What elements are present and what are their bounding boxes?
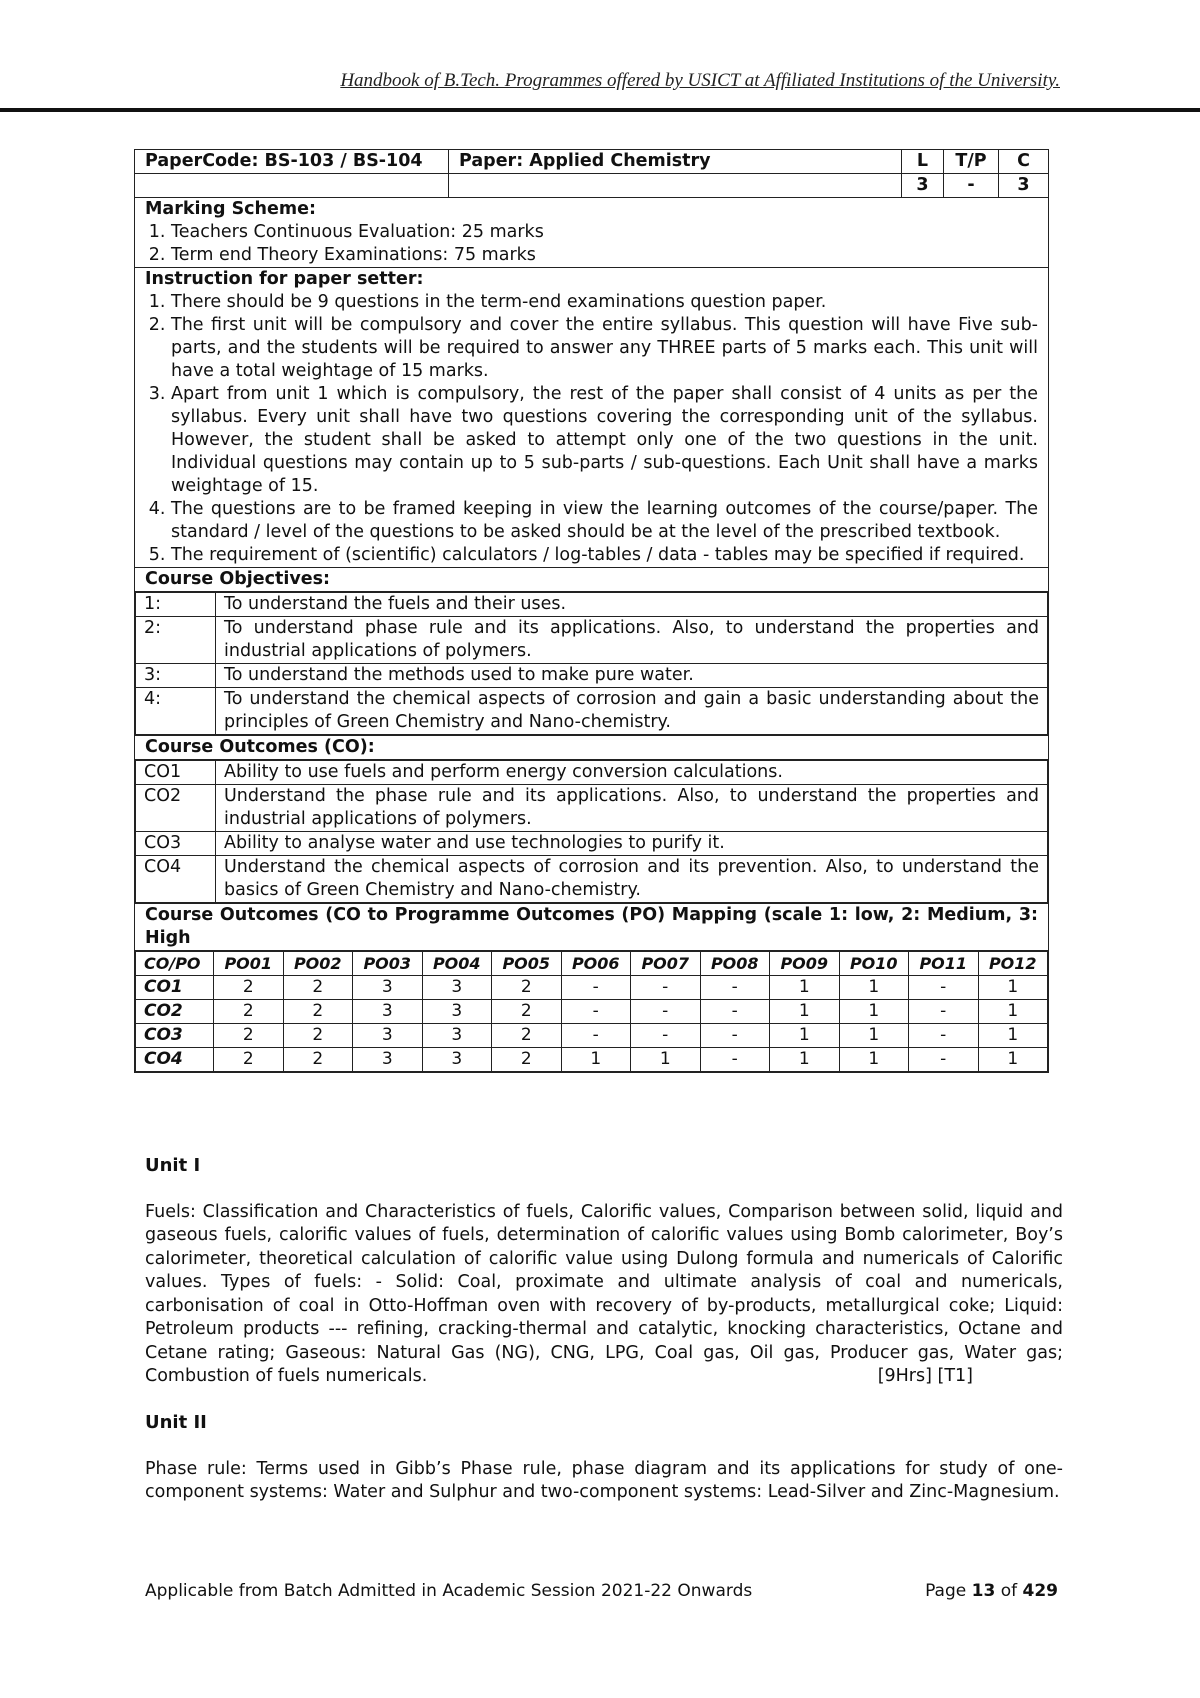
mapping-column-header: PO01 [214, 952, 284, 976]
objective-id: 3: [136, 664, 216, 688]
mapping-cell: - [909, 1000, 979, 1024]
mapping-column-header: PO09 [770, 952, 840, 976]
mapping-heading: Course Outcomes (CO to Programme Outcomes (PO) Mapping (scale 1: low, 2: Medium, 3: High [135, 904, 1049, 951]
objective-text: To understand the methods used to make pure water. [216, 664, 1048, 688]
instructions-list [145, 291, 1038, 567]
mapping-cell: - [700, 1048, 770, 1072]
objectives-table [135, 592, 1048, 735]
mapping-cell: 1 [770, 1048, 840, 1072]
outcome-text: Understand the phase rule and its applications. Also, to understand the properties and industrial applications of polymers. [216, 785, 1048, 832]
mapping-cell: - [909, 976, 979, 1000]
mapping-column-header: CO/PO [136, 952, 214, 976]
tp-label: T/P [944, 150, 999, 174]
mapping-header-row [136, 952, 1048, 976]
mapping-cell: 1 [978, 1000, 1048, 1024]
unit-1-hours: [9Hrs] [T1] [877, 1366, 973, 1386]
unit-1-body: Fuels: Classification and Characteristics of fuels, Calorific values, Comparison between solid, liquid and gaseous fuels, calorific values of fuels, determination of calorific values using Bomb calorimeter, Boy’s calorimeter, theoretical calculation of calorific value using Dulong formula and numericals of Calorific values. Types of fuels: - Solid: Coal, proximate and ultimate analysis of coal and numericals, carbonisation of coal in Otto-Hoffman oven with recovery of by-products, metallurgical coke; Liquid: Petroleum products --- refining, cracking-thermal and catalytic, knocking characteristics, Octane and Cetane rating; Gaseous: Natural Gas (NG), CNG, LPG, Coal gas, Oil gas, Producer gas, Water gas; Combustion of fuels numericals. [145, 1201, 1063, 1386]
unit-1-text [145, 1201, 1063, 1389]
mapping-cell: 3 [353, 1000, 423, 1024]
objective-text: To understand the chemical aspects of corrosion and gain a basic understanding about the principles of Green Chemistry and Nano-chemistry. [216, 688, 1048, 735]
objectives-table-cell [135, 592, 1049, 736]
unit-2-title: Unit II [145, 1412, 207, 1433]
mapping-cell: 1 [561, 1048, 631, 1072]
page-header [0, 70, 1200, 112]
mapping-co-label: CO2 [136, 1000, 214, 1024]
total-pages: 429 [1022, 1581, 1058, 1601]
list-item: 1. Teachers Continuous Evaluation: 25 marks [171, 221, 1038, 244]
outcome-text: Understand the chemical aspects of corrosion and its prevention. Also, to understand the basics of Green Chemistry and Nano-chemistry. [216, 856, 1048, 903]
handbook-title: Handbook of B.Tech. Programmes offered by USICT at Affiliated Institutions of the University. [340, 70, 1060, 91]
empty-cell [449, 174, 902, 198]
mapping-cell: - [909, 1024, 979, 1048]
mapping-table-cell [135, 951, 1049, 1073]
mapping-cell: 2 [214, 976, 284, 1000]
mapping-cell: 1 [770, 1000, 840, 1024]
l-label: L [902, 150, 944, 174]
mapping-table [135, 951, 1048, 1072]
outcomes-table [135, 760, 1048, 903]
unit-1-section [145, 1154, 1063, 1389]
mapping-cell: 2 [283, 976, 353, 1000]
mapping-cell: 2 [283, 1048, 353, 1072]
objective-id: 4: [136, 688, 216, 735]
unit-2-section [145, 1411, 1063, 1505]
empty-cell [135, 174, 449, 198]
page-number [925, 1581, 1058, 1601]
mapping-cell: 3 [353, 1024, 423, 1048]
mapping-cell: 1 [839, 1024, 909, 1048]
mapping-cell: - [700, 1024, 770, 1048]
mapping-cell: 1 [978, 976, 1048, 1000]
list-item: 3. Apart from unit 1 which is compulsory, the rest of the paper shall consist of 4 units as per the syllabus. Every unit shall have two questions covering the corresponding unit of the syllabus. However, the student shall be asked to attempt only one of the two questions in the unit. Individual questions may contain up to 5 sub-parts / sub-questions. Each Unit shall have a marks weightage of 15. [171, 383, 1038, 498]
mapping-column-header: PO12 [978, 952, 1048, 976]
mapping-cell: 2 [283, 1000, 353, 1024]
table-row [136, 976, 1048, 1000]
list-item: 1. There should be 9 questions in the term-end examinations question paper. [171, 291, 1038, 314]
list-item: 2. Term end Theory Examinations: 75 marks [171, 244, 1038, 267]
mapping-cell: 2 [492, 1048, 562, 1072]
mapping-cell: - [700, 1000, 770, 1024]
objective-id: 2: [136, 617, 216, 664]
mapping-co-label: CO3 [136, 1024, 214, 1048]
mapping-cell: - [909, 1048, 979, 1072]
objective-text: To understand the fuels and their uses. [216, 593, 1048, 617]
objectives-heading: Course Objectives: [135, 568, 1049, 592]
instructions-heading: Instruction for paper setter: [145, 269, 424, 289]
mapping-cell: 2 [214, 1000, 284, 1024]
mapping-cell: - [631, 1024, 701, 1048]
mapping-cell: 1 [978, 1024, 1048, 1048]
mapping-co-label: CO1 [136, 976, 214, 1000]
mapping-co-label: CO4 [136, 1048, 214, 1072]
mapping-cell: 2 [492, 976, 562, 1000]
paper-title: Paper: Applied Chemistry [449, 150, 902, 174]
unit-2-text: Phase rule: Terms used in Gibb’s Phase rule, phase diagram and its applications for study of one-component systems: Water and Sulphur and two-component systems: Lead-Silver and Zinc-Magnesium. [145, 1458, 1063, 1502]
table-row [136, 1000, 1048, 1024]
mapping-cell: - [631, 976, 701, 1000]
mapping-cell: - [700, 976, 770, 1000]
outcome-id: CO3 [136, 832, 216, 856]
mapping-cell: 1 [770, 1024, 840, 1048]
mapping-column-header: PO05 [492, 952, 562, 976]
mapping-column-header: PO11 [909, 952, 979, 976]
outcome-id: CO1 [136, 761, 216, 785]
mapping-cell: 2 [214, 1048, 284, 1072]
marking-heading: Marking Scheme: [145, 199, 316, 219]
mapping-cell: 1 [631, 1048, 701, 1072]
table-row [136, 785, 1048, 832]
page-footer [145, 1581, 1058, 1601]
outcomes-table-cell [135, 760, 1049, 904]
outcome-text: Ability to use fuels and perform energy conversion calculations. [216, 761, 1048, 785]
table-row [136, 832, 1048, 856]
course-table [134, 149, 1049, 1073]
footer-applicability: Applicable from Batch Admitted in Academic Session 2021-22 Onwards [145, 1581, 753, 1601]
table-row [136, 593, 1048, 617]
mapping-cell: 3 [422, 976, 492, 1000]
table-row [136, 688, 1048, 735]
mapping-cell: 3 [353, 976, 423, 1000]
table-row [136, 1048, 1048, 1072]
mapping-cell: 3 [422, 1000, 492, 1024]
mapping-cell: - [631, 1000, 701, 1024]
page-of: of [995, 1581, 1023, 1601]
outcomes-heading: Course Outcomes (CO): [135, 736, 1049, 760]
list-item: 4. The questions are to be framed keeping in view the learning outcomes of the course/paper. The standard / level of the questions to be asked should be at the level of the prescribed textbook. [171, 498, 1038, 544]
mapping-cell: 2 [214, 1024, 284, 1048]
list-item: 5. The requirement of (scientific) calculators / log-tables / data - tables may be specified if required. [171, 544, 1038, 567]
tp-value: - [944, 174, 999, 198]
mapping-column-header: PO10 [839, 952, 909, 976]
mapping-cell: 1 [839, 1000, 909, 1024]
marking-scheme [135, 198, 1049, 268]
mapping-column-header: PO06 [561, 952, 631, 976]
objective-id: 1: [136, 593, 216, 617]
list-item: 2. The first unit will be compulsory and cover the entire syllabus. This question will have Five sub-parts, and the students will be required to answer any THREE parts of 5 marks each. This unit will have a total weightage of 15 marks. [171, 314, 1038, 383]
mapping-cell: 3 [353, 1048, 423, 1072]
mapping-cell: 1 [770, 976, 840, 1000]
marking-list [145, 221, 1038, 267]
table-row [136, 664, 1048, 688]
objective-text: To understand phase rule and its applications. Also, to understand the properties and industrial applications of polymers. [216, 617, 1048, 664]
mapping-cell: 2 [283, 1024, 353, 1048]
mapping-column-header: PO04 [422, 952, 492, 976]
mapping-cell: 1 [839, 976, 909, 1000]
l-value: 3 [902, 174, 944, 198]
mapping-column-header: PO02 [283, 952, 353, 976]
mapping-cell: - [561, 1024, 631, 1048]
c-label: C [999, 150, 1049, 174]
table-row [136, 856, 1048, 903]
mapping-cell: 3 [422, 1048, 492, 1072]
mapping-cell: 2 [492, 1024, 562, 1048]
mapping-cell: 3 [422, 1024, 492, 1048]
table-row [136, 1024, 1048, 1048]
c-value: 3 [999, 174, 1049, 198]
mapping-cell: 1 [839, 1048, 909, 1072]
paper-code: PaperCode: BS-103 / BS-104 [135, 150, 449, 174]
current-page: 13 [971, 1581, 996, 1601]
table-row [136, 761, 1048, 785]
outcome-text: Ability to analyse water and use technologies to purify it. [216, 832, 1048, 856]
mapping-column-header: PO08 [700, 952, 770, 976]
mapping-cell: 2 [492, 1000, 562, 1024]
mapping-cell: 1 [978, 1048, 1048, 1072]
outcome-id: CO2 [136, 785, 216, 832]
page-prefix: Page [925, 1581, 972, 1601]
unit-1-title: Unit I [145, 1155, 201, 1176]
mapping-cell: - [561, 1000, 631, 1024]
mapping-cell: - [561, 976, 631, 1000]
mapping-column-header: PO03 [353, 952, 423, 976]
instructions [135, 268, 1049, 568]
table-row [136, 617, 1048, 664]
mapping-column-header: PO07 [631, 952, 701, 976]
outcome-id: CO4 [136, 856, 216, 903]
